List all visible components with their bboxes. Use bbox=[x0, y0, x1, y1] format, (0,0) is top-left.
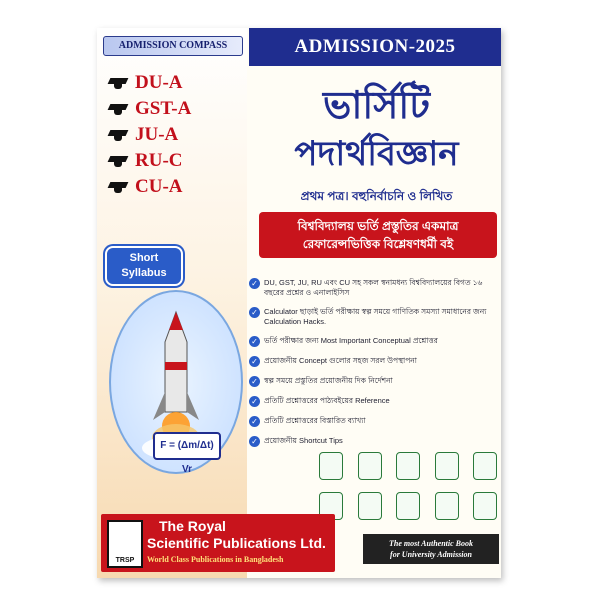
unit-label: JU-A bbox=[135, 124, 179, 145]
feature-text: প্রতিটি প্রশ্নোত্তরের পাঠ্যবইয়ের Reference bbox=[264, 396, 390, 405]
red-banner bbox=[259, 212, 497, 258]
university-seal-icon bbox=[358, 452, 382, 480]
publisher-tagline: World Class Publications in Bangladesh bbox=[147, 555, 284, 564]
check-icon: ✓ bbox=[249, 436, 260, 447]
university-seal-icon bbox=[435, 452, 459, 480]
admission-year-header: ADMISSION-2025 bbox=[249, 28, 501, 66]
graduation-cap-icon bbox=[109, 154, 127, 168]
graduation-cap-icon bbox=[109, 102, 127, 116]
check-icon: ✓ bbox=[249, 376, 260, 387]
feature-item bbox=[249, 376, 499, 387]
publisher-logo bbox=[107, 520, 143, 568]
feature-text: প্রয়োজনীয় Shortcut Tips bbox=[264, 436, 343, 445]
feature-item bbox=[249, 278, 499, 298]
feature-text: স্বল্প সময়ে প্রস্তুতির প্রয়োজনীয় দিক নির্দেশনা bbox=[264, 376, 393, 385]
publisher-logo-text: TRSP bbox=[115, 557, 135, 564]
publisher-name-line: Scientific Publications Ltd. bbox=[147, 535, 326, 551]
graduation-cap-icon bbox=[109, 128, 127, 142]
unit-label: CU-A bbox=[135, 176, 183, 197]
university-logos bbox=[319, 452, 497, 532]
unit-label: RU-C bbox=[135, 150, 183, 171]
title-varsity: ভার্সিটি bbox=[323, 83, 430, 127]
check-icon: ✓ bbox=[249, 396, 260, 407]
feature-text: প্রতিটি প্রশ্নোত্তরের বিস্তারিত ব্যাখ্যা bbox=[264, 416, 366, 425]
unit-label: DU-A bbox=[135, 72, 183, 93]
university-seal-icon bbox=[358, 492, 382, 520]
thrust-formula: F = (Δm/Δt) Vr bbox=[153, 432, 221, 460]
banner-line: বিশ্ববিদ্যালয় ভর্তি প্রস্তুতির একমাত্র bbox=[297, 219, 459, 233]
feature-item bbox=[249, 416, 499, 427]
feature-item bbox=[249, 307, 499, 327]
authentic-book-badge bbox=[363, 534, 499, 564]
admission-compass-label: ADMISSION COMPASS bbox=[103, 36, 243, 56]
check-icon: ✓ bbox=[249, 356, 260, 367]
feature-text: ভর্তি পরীক্ষার জন্য Most Important Conceptual প্রশ্নোত্তর bbox=[264, 336, 438, 345]
feature-list bbox=[249, 278, 499, 456]
subtitle: প্রথম পত্র। বহুনির্বাচনি ও লিখিত bbox=[300, 189, 453, 203]
book-cover bbox=[97, 28, 501, 578]
check-icon: ✓ bbox=[249, 307, 260, 318]
university-seal-icon bbox=[435, 492, 459, 520]
logo-row bbox=[319, 452, 497, 480]
badge-line: Syllabus bbox=[121, 267, 167, 279]
university-seal-icon bbox=[396, 452, 420, 480]
publisher-block bbox=[101, 514, 335, 572]
badge-line: Short bbox=[129, 252, 159, 264]
university-seal-icon bbox=[319, 452, 343, 480]
university-seal-icon bbox=[473, 452, 497, 480]
unit-label: GST-A bbox=[135, 98, 192, 119]
unit-item bbox=[109, 174, 191, 200]
unit-item bbox=[109, 70, 191, 96]
feature-text: প্রয়োজনীয় Concept গুলোর সহজ সরল উপস্থাপনা bbox=[264, 356, 417, 365]
check-icon: ✓ bbox=[249, 416, 260, 427]
check-icon: ✓ bbox=[249, 336, 260, 347]
authentic-line: for University Admission bbox=[390, 550, 472, 559]
authentic-line: The most Authentic Book bbox=[389, 539, 473, 548]
university-seal-icon bbox=[396, 492, 420, 520]
feature-item bbox=[249, 396, 499, 407]
university-seal-icon bbox=[473, 492, 497, 520]
unit-item bbox=[109, 96, 191, 122]
feature-item bbox=[249, 436, 499, 447]
banner-line: রেফারেন্সভিত্তিক বিশ্লেষণধর্মী বই bbox=[302, 237, 454, 251]
unit-item bbox=[109, 148, 191, 174]
graduation-cap-icon bbox=[109, 180, 127, 194]
short-syllabus-badge bbox=[105, 246, 183, 286]
logo-row bbox=[319, 492, 497, 520]
feature-item bbox=[249, 336, 499, 347]
feature-text: Calculator ছাড়াই ভর্তি পরীক্ষায় স্বল্প সময়ে গাণিতিক সমস্যা সমাধানের জন্য Calculation Hacks. bbox=[264, 307, 487, 326]
publisher-name-line: The Royal bbox=[159, 518, 226, 534]
unit-item bbox=[109, 122, 191, 148]
unit-list bbox=[109, 70, 191, 200]
graduation-cap-icon bbox=[109, 76, 127, 90]
title-physics: পদার্থবিজ্ঞান bbox=[294, 134, 459, 174]
feature-item bbox=[249, 356, 499, 367]
feature-text: DU, GST, JU, RU এবং CU সহ সকল স্বনামধন্য বিশ্ববিদ্যালয়ের বিগত ১৬ বছরের প্রশ্নের ও এনালাইসিস bbox=[264, 278, 483, 297]
check-icon: ✓ bbox=[249, 278, 260, 289]
